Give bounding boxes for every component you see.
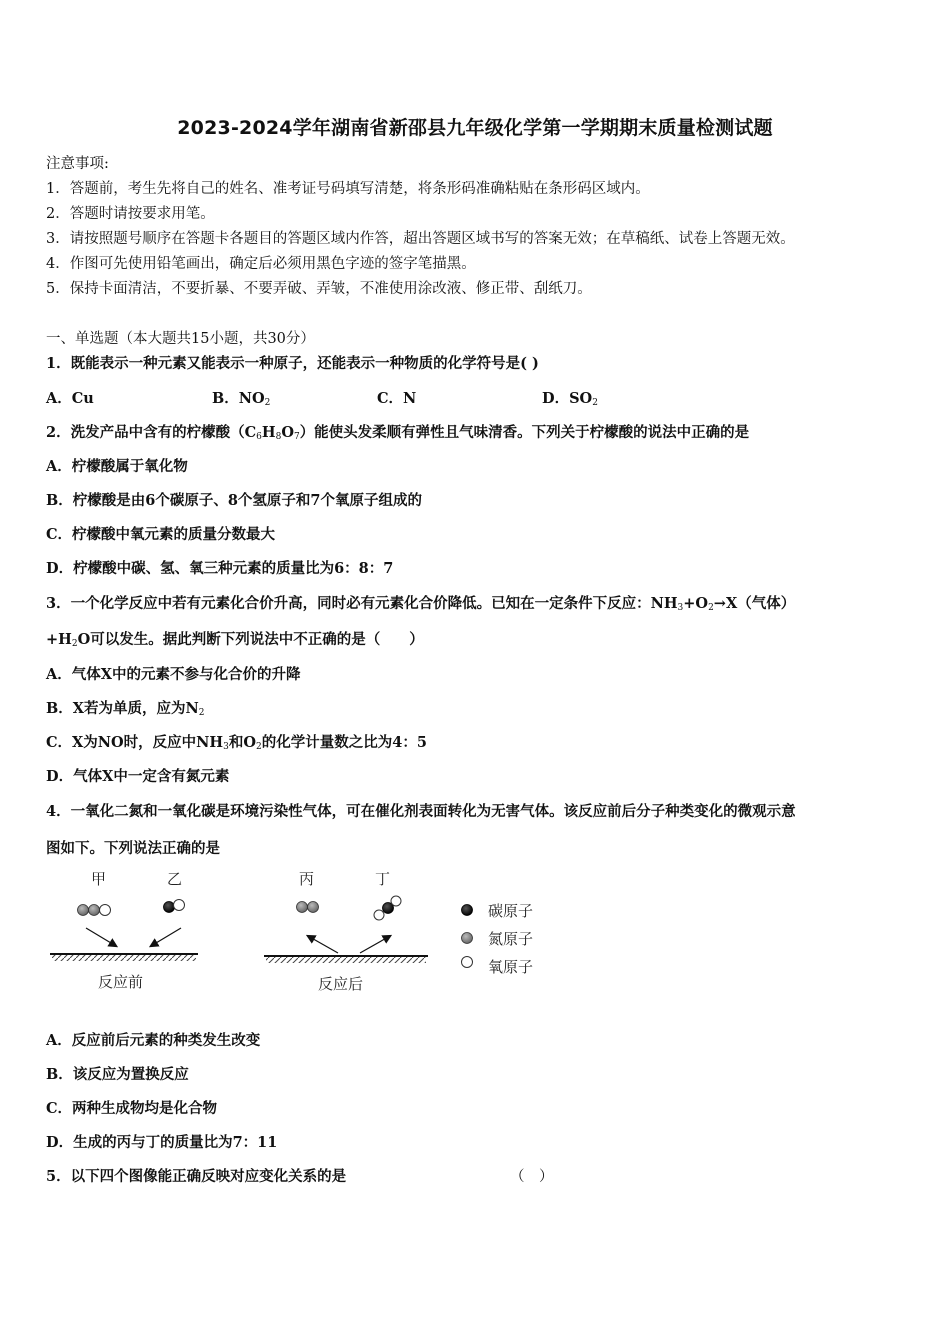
q5-answer-paren: （ ）: [510, 1169, 554, 1185]
q1-option-b: B．$NO_2$: [212, 390, 271, 408]
oxygen-atom: [174, 900, 185, 911]
label-yi: 乙: [167, 870, 183, 888]
label-bing: 丙: [299, 870, 315, 888]
notice-item: 4．作图可先使用铅笔画出，确定后必须用黑色字迹的签字笔描黑。: [46, 256, 476, 272]
oxygen-atom: [100, 905, 111, 916]
notice-item: 2．答题时请按要求用笔。: [46, 206, 215, 222]
notice-item: 5．保持卡面清洁，不要折暴、不要弄破、弄皱，不准使用涂改液、修正带、刮纸刀。: [46, 281, 592, 297]
nitrogen-atom: [297, 902, 308, 913]
q2-option-a: A．柠檬酸属于氧化物: [46, 458, 188, 475]
reaction-diagram: [46, 862, 566, 1002]
nitrogen-atom: [89, 905, 100, 916]
q4-option-d: D．生成的丙与丁的质量比为7：11: [46, 1134, 278, 1151]
q3-option-b: B．X若为单质，应为$N_2$: [46, 700, 205, 718]
nitrogen-atom: [308, 902, 319, 913]
arrow-in-right: [151, 928, 181, 946]
question-2-stem: 2．洗发产品中含有的柠檬酸$(C_6H_8O_7)$能使头发柔顺有弹性且气味清香。下列关于柠檬酸的说法中正确的是: [46, 424, 750, 442]
q2-option-d: D．柠檬酸中碳、氢、氧三种元素的质量比为6：8：7: [46, 560, 394, 577]
molecule-jia: [78, 905, 111, 916]
surface-after: [264, 956, 428, 963]
nitrogen-atom: [78, 905, 89, 916]
question-3-stem-line2: $+H_2O$可以发生。据此判断下列说法中不正确的是（ ）: [46, 631, 424, 649]
q3-option-d: D．气体X中一定含有氮元素: [46, 768, 230, 785]
q3-option-c: C．X为NO时，反应中$NH_3$和$O_2$的化学计量数之比为4：5: [46, 734, 427, 752]
arrow-out-right: [360, 936, 390, 953]
legend: [462, 902, 534, 976]
q1-option-a: A．Cu: [46, 390, 94, 407]
oxygen-atom: [374, 910, 384, 920]
surface-before: [50, 954, 198, 961]
label-jia: 甲: [91, 870, 107, 888]
notice-item: 3．请按照题号顺序在答题卡各题目的答题区域内作答，超出答题区域书写的答案无效；在草稿纸、试卷上答题无效。: [46, 231, 795, 247]
arrow-out-left: [308, 936, 338, 953]
q4-option-b: B．该反应为置换反应: [46, 1066, 189, 1083]
carbon-legend-icon: [462, 905, 473, 916]
q3-option-a: A．气体X中的元素不参与化合价的升降: [46, 666, 301, 683]
question-5-stem: 5．以下四个图像能正确反映对应变化关系的是: [46, 1168, 347, 1185]
molecule-ding: [374, 896, 401, 920]
q1-option-c: C．N: [377, 390, 417, 407]
q1-option-d: D．$SO_2$: [542, 390, 598, 408]
legend-oxygen: 氧原子: [488, 958, 534, 976]
question-4-stem-line1: 4．一氧化二氮和一氧化碳是环境污染性气体，可在催化剂表面转化为无害气体。该反应前后分子种类变化的微观示意: [46, 803, 796, 820]
carbon-atom: [164, 902, 175, 913]
q4-option-a: A．反应前后元素的种类发生改变: [46, 1032, 261, 1049]
molecule-bing: [297, 902, 319, 913]
notice-heading: 注意事项:: [46, 156, 109, 172]
molecule-yi: [164, 900, 185, 913]
nitrogen-legend-icon: [462, 933, 473, 944]
label-ding: 丁: [375, 870, 391, 888]
section-heading: 一、单选题（本大题共15小题，共30分）: [46, 331, 315, 347]
label-before: 反应前: [98, 973, 144, 991]
question-4-stem-line2: 图如下。下列说法正确的是: [46, 840, 220, 857]
legend-carbon: 碳原子: [488, 902, 534, 920]
q4-option-c: C．两种生成物均是化合物: [46, 1100, 218, 1117]
q2-option-b: B．柠檬酸是由6个碳原子、8个氢原子和7个氧原子组成的: [46, 492, 423, 509]
legend-nitrogen: 氮原子: [488, 930, 534, 948]
oxygen-atom: [391, 896, 401, 906]
notice-item: 1．答题前，考生先将自己的姓名、准考证号码填写清楚，将条形码准确粘贴在条形码区域内。: [46, 181, 650, 197]
q2-option-c: C．柠檬酸中氧元素的质量分数最大: [46, 526, 276, 543]
page-title: 2023-2024学年湖南省新邵县九年级化学第一学期期末质量检测试题: [177, 117, 773, 139]
arrow-in-left: [86, 928, 116, 946]
label-after: 反应后: [318, 975, 364, 993]
question-1-stem: 1．既能表示一种元素又能表示一种原子，还能表示一种物质的化学符号是( ): [46, 355, 539, 372]
question-3-stem-line1: 3．一个化学反应中若有元素化合价升高，同时必有元素化合价降低。已知在一定条件下反应：$NH_3+O_2\to X$（气体）: [46, 595, 796, 613]
oxygen-legend-icon: [462, 957, 473, 968]
